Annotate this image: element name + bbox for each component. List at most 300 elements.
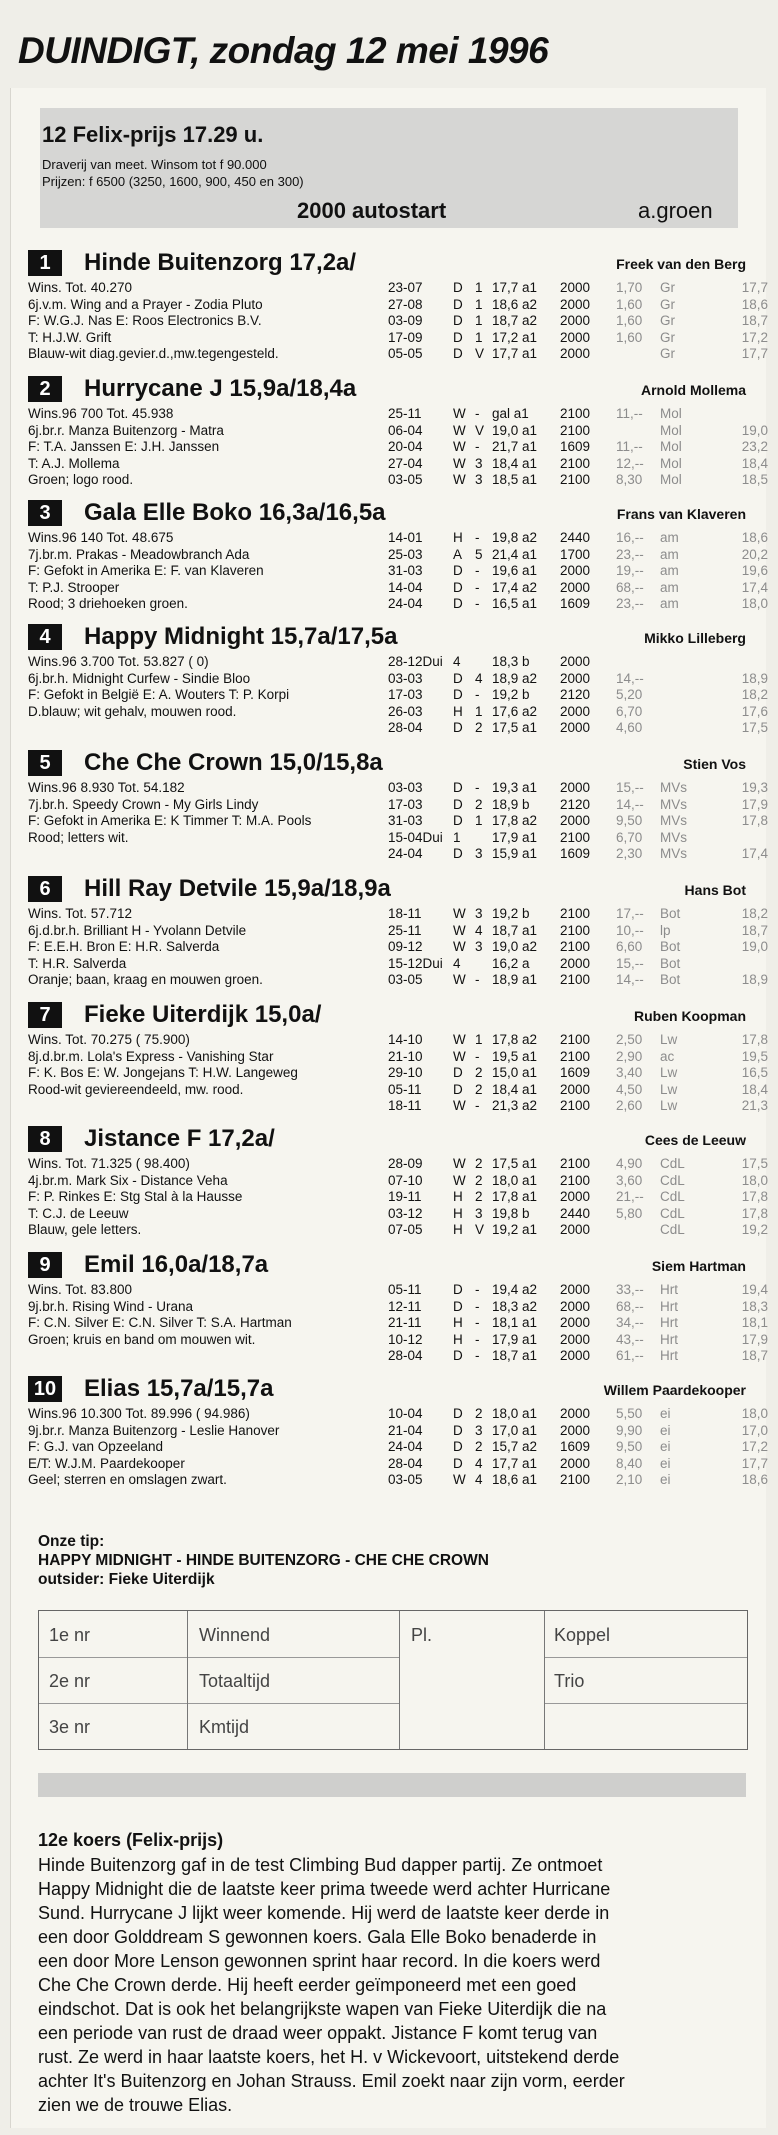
- history-dist: 2000: [560, 346, 591, 361]
- history-dist: 2100: [560, 829, 591, 845]
- history-rating: 19,4: [741, 1282, 768, 1297]
- history-date: 21-11: [388, 1315, 422, 1330]
- horse-name: Hinde Buitenzorg 17,2a/: [84, 249, 357, 276]
- history-pl: -: [475, 1282, 480, 1297]
- results-divider: [399, 1611, 400, 1749]
- history-time: 16,5 a1: [492, 596, 538, 611]
- history-dist: 2000: [560, 780, 591, 795]
- history-track: H: [453, 1205, 463, 1221]
- history-rating: 18,0: [741, 1172, 768, 1188]
- history-pl: -: [475, 530, 480, 545]
- history-prize: 23,--: [616, 546, 644, 562]
- commentary-line: Sund. Hurrycane J lijkt weer komende. Hij werd de laatste keer derde in: [38, 1903, 610, 1923]
- history-date: 28-04: [388, 720, 423, 735]
- history-rating: 19,6: [741, 563, 768, 578]
- history-track: H: [453, 1189, 463, 1204]
- history-time: 17,7 a1: [492, 1455, 538, 1471]
- history-pl: 5: [475, 546, 483, 562]
- history-pl: -: [475, 1048, 480, 1064]
- history-track: D: [453, 1439, 463, 1454]
- horse-entry: [28, 1124, 768, 1237]
- history-code: am: [660, 579, 679, 595]
- horse-info-line: Wins.96 700 Tot. 45.938: [28, 406, 174, 421]
- history-date: 31-03: [388, 813, 423, 828]
- history-code: Mol: [660, 439, 682, 454]
- race-title: 12 Felix-prijs 17.29 u.: [42, 122, 264, 147]
- horse-info: [28, 906, 263, 989]
- results-divider: [544, 1611, 545, 1749]
- horse-info-line: E/T: W.J.M. Paardekooper: [28, 1455, 185, 1471]
- history-date: 09-12: [388, 939, 423, 954]
- result-km-time-label: Kmtijd: [199, 1717, 250, 1737]
- history-track: D: [453, 1455, 463, 1471]
- history-date: 31-03: [388, 563, 423, 578]
- history-track: H: [453, 1222, 463, 1237]
- horse-name: Hill Ray Detvile 15,9a/18,9a: [84, 875, 391, 902]
- history-prize: 2,90: [616, 1048, 643, 1064]
- history-dist: 2000: [560, 329, 591, 345]
- history-rating: 18,1: [741, 1315, 768, 1330]
- history-time: 17,2 a1: [492, 329, 538, 345]
- history-track: W: [453, 1032, 466, 1047]
- history-rating: 18,9: [741, 670, 768, 686]
- history-track: D: [453, 346, 463, 361]
- history-time: 18,3 b: [492, 654, 530, 669]
- tip-outsider: outsider: Fieke Uiterdijk: [38, 1571, 215, 1588]
- result-first-label: 1e nr: [49, 1625, 91, 1645]
- start-number: 9: [28, 1252, 62, 1278]
- commentary-text: [38, 1853, 746, 2117]
- horse-info: [28, 1406, 279, 1489]
- history-track: D: [453, 280, 463, 295]
- history-prize: 15,--: [616, 780, 644, 795]
- results-divider: [544, 1657, 747, 1658]
- history-prize: 9,90: [616, 1422, 643, 1438]
- history-date: 12-11: [388, 1298, 422, 1314]
- history-code: MVs: [660, 780, 687, 795]
- history-rating: 17,7: [741, 280, 768, 295]
- history-prize: 3,40: [616, 1065, 643, 1080]
- history-date: 24-04: [388, 1439, 423, 1454]
- history-track: W: [453, 472, 466, 487]
- history-rating: 21,3: [741, 1098, 768, 1113]
- history-code: ei: [660, 1439, 671, 1454]
- history-prize: 1,70: [616, 280, 643, 295]
- horse-name: Fieke Uiterdijk 15,0a/: [84, 1001, 322, 1028]
- horse-info-line: Rood; letters wit.: [28, 829, 129, 845]
- horse-info-line: 7j.br.h. Speedy Crown - My Girls Lindy: [28, 796, 259, 812]
- history-rating: 18,6: [741, 1472, 768, 1487]
- history-pl: 4: [475, 670, 483, 686]
- history-time: 15,0 a1: [492, 1065, 538, 1080]
- history-date: 03-12: [388, 1205, 423, 1221]
- history-track: W: [453, 972, 466, 987]
- history-rating: 18,2: [741, 687, 768, 702]
- history-pl: 3: [475, 846, 483, 861]
- start-number: 7: [28, 1002, 62, 1028]
- history-rating: 18,5: [741, 472, 768, 487]
- history-prize: 16,--: [616, 530, 644, 545]
- history-pl: 1: [475, 329, 483, 345]
- start-number: 3: [28, 500, 62, 526]
- history-code: Hrt: [660, 1298, 678, 1314]
- history-prize: 6,60: [616, 939, 643, 954]
- history-dist: 2100: [560, 972, 591, 987]
- history-track: W: [453, 1156, 466, 1171]
- history-track: A: [453, 546, 463, 562]
- history-dist: 2000: [560, 670, 591, 686]
- history-track: D: [453, 329, 463, 345]
- history-pl: -: [475, 1298, 480, 1314]
- history-dist: 1609: [560, 846, 591, 861]
- history-dist: 2100: [560, 472, 591, 487]
- history-rating: 18,0: [741, 1406, 768, 1421]
- history-prize: 4,50: [616, 1081, 643, 1097]
- history-date: 07-10: [388, 1172, 423, 1188]
- history-date: 03-03: [388, 780, 423, 795]
- commentary-line: achter It's Buitenzorg en Johan Strauss. Emil zoekt naar zijn vorm, eerder: [38, 2071, 625, 2091]
- results-divider: [544, 1703, 747, 1704]
- history-rating: 17,5: [741, 1156, 768, 1171]
- horse-info-line: Rood; 3 driehoeken groen.: [28, 596, 188, 611]
- start-number: 5: [28, 750, 62, 776]
- history-time: 19,3 a1: [492, 780, 538, 795]
- horse-info-line: F: E.E.H. Bron E: H.R. Salverda: [28, 939, 220, 954]
- history-track: D: [453, 1348, 463, 1363]
- history-dist: 2000: [560, 955, 591, 971]
- history-pl: -: [475, 563, 480, 578]
- result-trio-label: Trio: [554, 1671, 585, 1691]
- entry-header: [28, 1374, 746, 1406]
- history-code: Mol: [660, 472, 682, 487]
- history-pl: 2: [475, 1065, 483, 1080]
- history-time: 18,1 a1: [492, 1315, 538, 1330]
- history-code: Hrt: [660, 1282, 678, 1297]
- history-time: 15,9 a1: [492, 846, 538, 861]
- history-date: 06-04: [388, 422, 423, 438]
- history-pl: 4: [475, 1472, 483, 1487]
- history-prize: 4,60: [616, 720, 643, 735]
- history-code: am: [660, 563, 679, 578]
- history-rating: 17,7: [741, 346, 768, 361]
- horse-info-line: 6j.d.br.h. Brilliant H - Yvolann Detvile: [28, 922, 247, 938]
- history-pl: 1: [475, 313, 483, 328]
- history-dist: 2100: [560, 1032, 591, 1047]
- history-pl: 2: [475, 1439, 483, 1454]
- horse-info-line: T: A.J. Mollema: [28, 455, 120, 471]
- entry-header: [28, 874, 746, 906]
- history-code: ei: [660, 1455, 671, 1471]
- commentary-line: Che Che Crown derde. Hij heeft eerder geïmponeerd met een goed: [38, 1975, 577, 1995]
- entry-header: [28, 1000, 746, 1032]
- history-prize: 14,--: [616, 796, 644, 812]
- history-code: Lw: [660, 1065, 678, 1080]
- history-code: am: [660, 546, 679, 562]
- horse-info-line: D.blauw; wit gehalv, mouwen rood.: [28, 703, 237, 719]
- history-code: ac: [660, 1048, 675, 1064]
- commentary-line: rust. Ze werd in haar laatste koers, het H. v Wickevoort, uitstekend derde: [38, 2047, 620, 2067]
- history-date: 20-04: [388, 439, 423, 454]
- history-code: Bot: [660, 939, 681, 954]
- horse-info-line: Wins. Tot. 40.270: [28, 280, 133, 295]
- history-pl: 1: [475, 813, 483, 828]
- history-track: D: [453, 296, 463, 312]
- history-pl: 2: [475, 1406, 483, 1421]
- history-date: 28-04: [388, 1455, 423, 1471]
- horse-info-line: 6j.br.r. Manza Buitenzorg - Matra: [28, 422, 224, 438]
- history-prize: 5,80: [616, 1205, 643, 1221]
- history-prize: 12,--: [616, 455, 644, 471]
- history-rating: 17,4: [741, 846, 768, 861]
- history-date: 17-03: [388, 687, 423, 702]
- history-rating: 18,7: [741, 1348, 768, 1363]
- commentary-line: eindschot. Dat is ook het belangrijkste wapen van Fieke Uiterdijk die na: [38, 1999, 607, 2019]
- history-dist: 2100: [560, 922, 591, 938]
- history-date: 05-05: [388, 346, 423, 361]
- history-track: D: [453, 813, 463, 828]
- history-dist: 2100: [560, 1156, 591, 1171]
- history-dist: 2120: [560, 796, 591, 812]
- history-rating: 20,2: [741, 546, 768, 562]
- history-rating: 19,0: [741, 939, 768, 954]
- horse-info-line: 9j.br.h. Rising Wind - Urana: [28, 1298, 194, 1314]
- history-date: 25-11: [388, 922, 422, 938]
- history-pl: V: [475, 1222, 485, 1237]
- history-date: 27-08: [388, 296, 423, 312]
- horse-info-line: F: Gefokt in Amerika E: K Timmer T: M.A. Pools: [28, 813, 312, 828]
- history-date: 07-05: [388, 1222, 423, 1237]
- history-code: Gr: [660, 346, 675, 361]
- history-date: 24-04: [388, 596, 423, 611]
- history-prize: 4,90: [616, 1156, 643, 1171]
- history-prize: 33,--: [616, 1282, 644, 1297]
- history-code: Bot: [660, 955, 681, 971]
- history-code: CdL: [660, 1222, 685, 1237]
- history-track: H: [453, 1315, 463, 1330]
- history-date: 23-07: [388, 280, 423, 295]
- history-track: D: [453, 1298, 463, 1314]
- history-date: 21-10: [388, 1048, 423, 1064]
- history-prize: 8,30: [616, 472, 643, 487]
- history-pl: -: [475, 1331, 480, 1347]
- horse-info-line: Wins.96 140 Tot. 48.675: [28, 530, 174, 545]
- start-number: 1: [28, 250, 62, 276]
- history-dist: 2000: [560, 579, 591, 595]
- history-date: 17-03: [388, 796, 423, 812]
- horse-info-line: F: T.A. Janssen E: J.H. Janssen: [28, 439, 220, 454]
- history-pl: 3: [475, 1205, 483, 1221]
- history-dist: 2000: [560, 1348, 591, 1363]
- horse-info: [28, 1282, 292, 1348]
- driver-name: Ruben Koopman: [634, 1008, 746, 1024]
- horse-info-line: 8j.d.br.m. Lola's Express - Vanishing Star: [28, 1048, 274, 1064]
- horse-info-line: T: C.J. de Leeuw: [28, 1205, 129, 1221]
- start-number: 10: [28, 1376, 62, 1402]
- horse-name: Elias 15,7a/15,7a: [84, 1375, 274, 1402]
- history-dist: 2000: [560, 1282, 591, 1297]
- commentary-line: een periode van rust de draad weer oppakt. Jistance F komt terug van: [38, 2023, 598, 2043]
- history-pl: -: [475, 439, 480, 454]
- history-time: 15,7 a2: [492, 1439, 538, 1454]
- horse-info: [28, 1156, 242, 1239]
- horse-info-line: 6j.br.h. Midnight Curfew - Sindie Bloo: [28, 670, 251, 686]
- history-dist: 2000: [560, 313, 591, 328]
- history-date: 05-11: [388, 1081, 422, 1097]
- history-dist: 2000: [560, 563, 591, 578]
- history-dist: 2000: [560, 703, 591, 719]
- history-dist: 2100: [560, 1172, 591, 1188]
- history-prize: 9,50: [616, 1439, 643, 1454]
- horse-info-line: Oranje; baan, kraag en mouwen groen.: [28, 972, 263, 987]
- history-prize: 17,--: [616, 906, 644, 921]
- history-time: 17,0 a1: [492, 1422, 538, 1438]
- history-dist: 2000: [560, 280, 591, 295]
- history-track: W: [453, 922, 466, 938]
- entry-header: [28, 748, 746, 780]
- history-code: CdL: [660, 1156, 685, 1171]
- driver-name: Frans van Klaveren: [616, 506, 746, 522]
- horse-info-line: 9j.br.r. Manza Buitenzorg - Leslie Hanover: [28, 1422, 280, 1438]
- history-date: 14-01: [388, 530, 423, 545]
- history-dist: 2440: [560, 1205, 591, 1221]
- history-time: 19,2 a1: [492, 1222, 538, 1237]
- history-time: 18,7 a2: [492, 313, 538, 328]
- history-track: D: [453, 579, 463, 595]
- history-code: CdL: [660, 1189, 685, 1204]
- history-dist: 2000: [560, 1331, 591, 1347]
- horse-info-line: 6j.v.m. Wing and a Prayer - Zodia Pluto: [28, 296, 263, 312]
- driver-name: Stien Vos: [683, 756, 746, 772]
- history-rating: 17,6: [741, 703, 768, 719]
- horse-name: Gala Elle Boko 16,3a/16,5a: [84, 499, 386, 526]
- history-rating: 16,5: [741, 1065, 768, 1080]
- history-pl: 2: [475, 720, 483, 735]
- history-date: 21-04: [388, 1422, 423, 1438]
- history-rating: 17,8: [741, 813, 768, 828]
- history-rating: 18,4: [741, 1081, 768, 1097]
- history-prize: 5,50: [616, 1406, 643, 1421]
- history-rating: 18,4: [741, 455, 768, 471]
- history-time: 18,9 a2: [492, 670, 538, 686]
- history-time: 19,2 b: [492, 687, 530, 702]
- history-date: 05-11: [388, 1282, 422, 1297]
- history-dist: 2000: [560, 1298, 591, 1314]
- history-pl: -: [475, 687, 480, 702]
- history-prize: 9,50: [616, 813, 643, 828]
- horse-info-line: T: H.R. Salverda: [28, 955, 127, 971]
- history-pl: 1: [475, 1032, 483, 1047]
- history-pl: -: [475, 972, 480, 987]
- history-track: W: [453, 1472, 466, 1487]
- entry-header: [28, 248, 746, 280]
- history-pl: -: [475, 1098, 480, 1113]
- history-track: D: [453, 1081, 463, 1097]
- history-code: Lw: [660, 1081, 678, 1097]
- history-pl: 3: [475, 455, 483, 471]
- history-pl: 1: [475, 703, 483, 719]
- start-number: 4: [28, 624, 62, 650]
- history-track: W: [453, 1098, 466, 1113]
- history-pl: V: [475, 422, 485, 438]
- history-prize: 10,--: [616, 922, 644, 938]
- history-time: 18,6 a2: [492, 296, 538, 312]
- history-track: H: [453, 703, 463, 719]
- history-time: 18,9 b: [492, 796, 530, 812]
- history-rating: 17,2: [741, 1439, 768, 1454]
- horse-info-line: Rood-wit geviereendeeld, mw. rood.: [28, 1081, 244, 1097]
- history-dist: 2000: [560, 720, 591, 735]
- history-track: W: [453, 939, 466, 954]
- history-dist: 2000: [560, 296, 591, 312]
- history-code: Hrt: [660, 1348, 678, 1363]
- history-track: D: [453, 687, 463, 702]
- commentary-line: een door More Lenson gewonnen sprint haar record. In die koers werd: [38, 1951, 601, 1971]
- history-date: 10-12: [388, 1331, 423, 1347]
- history-code: Mol: [660, 455, 682, 471]
- history-track: W: [453, 906, 466, 921]
- results-divider: [187, 1611, 188, 1749]
- history-time: 17,4 a2: [492, 579, 538, 595]
- history-track: D: [453, 796, 463, 812]
- history-dist: 2100: [560, 1472, 591, 1487]
- history-date: 28-09: [388, 1156, 423, 1171]
- history-date: 17-09: [388, 329, 423, 345]
- horse-info-line: Groen; kruis en band om mouwen wit.: [28, 1331, 256, 1347]
- horse-info-line: Wins. Tot. 57.712: [28, 906, 133, 921]
- history-time: 17,7 a1: [492, 280, 538, 295]
- history-prize: 68,--: [616, 1298, 644, 1314]
- history-prize: 14,--: [616, 972, 644, 987]
- history-track: D: [453, 563, 463, 578]
- history-track: D: [453, 1282, 463, 1297]
- horse-info-line: Geel; sterren en omslagen zwart.: [28, 1472, 227, 1487]
- tip-block: [38, 1532, 489, 1589]
- driver-name: Arnold Mollema: [640, 382, 746, 398]
- horse-info-line: Wins. Tot. 71.325 ( 98.400): [28, 1156, 190, 1171]
- history-rating: 17,5: [741, 720, 768, 735]
- history-track: D: [453, 596, 463, 611]
- history-pl: -: [475, 1348, 480, 1363]
- history-time: 18,7 a1: [492, 922, 538, 938]
- history-code: Lw: [660, 1098, 678, 1113]
- history-time: 19,8 b: [492, 1205, 530, 1221]
- history-code: am: [660, 596, 679, 611]
- history-time: 17,9 a1: [492, 829, 538, 845]
- history-rating: 17,8: [741, 1189, 768, 1204]
- history-dist: 2100: [560, 939, 591, 954]
- history-prize: 19,--: [616, 563, 644, 578]
- history-code: Gr: [660, 296, 675, 312]
- history-track: D: [453, 1065, 463, 1080]
- entry-header: [28, 374, 746, 406]
- history-code: lp: [660, 922, 671, 938]
- history-date: 14-10: [388, 1032, 423, 1047]
- history-rating: 17,2: [741, 329, 768, 345]
- history-pl: 4: [475, 922, 483, 938]
- driver-name: Mikko Lilleberg: [644, 630, 746, 646]
- history-dist: 1609: [560, 1065, 591, 1080]
- horse-entry: [28, 874, 768, 987]
- history-code: Gr: [660, 313, 675, 328]
- history-track: W: [453, 439, 466, 454]
- history-prize: 43,--: [616, 1331, 644, 1347]
- horse-info-line: F: C.N. Silver E: C.N. Silver T: S.A. Hartman: [28, 1315, 292, 1330]
- history-time: 18,4 a1: [492, 1081, 538, 1097]
- history-time: 17,9 a1: [492, 1331, 538, 1347]
- start-number: 8: [28, 1126, 62, 1152]
- history-date: 29-10: [388, 1065, 423, 1080]
- results-divider: [39, 1703, 399, 1704]
